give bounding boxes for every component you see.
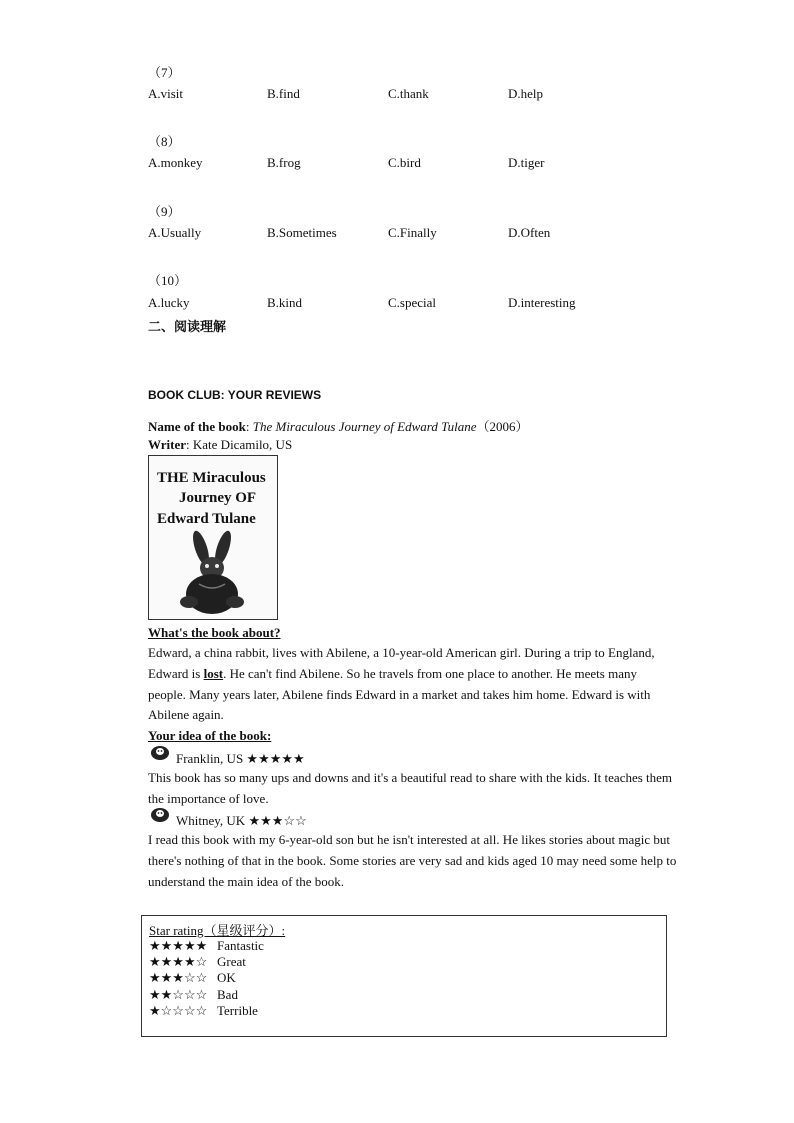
rating-row <box>149 987 238 1003</box>
book-name-sep: : <box>245 419 253 434</box>
option-b: B.frog <box>267 155 301 170</box>
question-number: （7） <box>148 65 181 80</box>
rating-row <box>149 1003 258 1019</box>
option-b: B.find <box>267 86 300 101</box>
rating-row <box>149 954 246 970</box>
section-heading: 二、阅读理解 <box>148 319 227 334</box>
option-c: C.bird <box>388 155 421 170</box>
star-rating-box <box>141 915 667 1037</box>
option-a: A.lucky <box>148 295 190 310</box>
rating-stars: ★☆☆☆☆ <box>149 1003 208 1018</box>
rating-stars: ★★★★★ <box>149 938 208 953</box>
review-1-header <box>176 751 305 767</box>
option-a: A.monkey <box>148 155 203 170</box>
question-number: （10） <box>148 273 188 288</box>
option-c: C.special <box>388 295 437 310</box>
reviewer-avatar-icon <box>151 808 169 822</box>
cover-title-line-2: Journey OF <box>179 490 257 506</box>
review-1-text: This book has so many ups and downs and it's a beautiful read to share with the kids. It teaches them the importance of love. <box>148 770 673 806</box>
option-d: D.interesting <box>508 295 576 310</box>
rating-meaning: Great <box>217 954 246 969</box>
rabbit-illustration <box>180 529 244 614</box>
rating-meaning: Terrible <box>217 1003 258 1018</box>
book-cover-image <box>148 455 278 620</box>
about-text-before: Edward, a china rabbit, lives with Abilene, a 10-year-old American girl. During a trip to England, Edward is <box>148 645 655 681</box>
writer-value: : Kate Dicamilo, US <box>186 437 293 452</box>
review-stars: ★★★☆☆ <box>248 813 307 828</box>
book-name-line <box>148 416 529 435</box>
cover-title-line-1: THE Miraculous <box>157 470 266 486</box>
book-year: （2006） <box>476 419 529 434</box>
option-a: A.Usually <box>148 225 202 240</box>
option-d: D.help <box>508 86 544 101</box>
rating-label: Star rating（星级评分）: <box>149 923 286 938</box>
option-c: C.Finally <box>388 225 437 240</box>
option-d: D.tiger <box>508 155 545 170</box>
option-b: B.kind <box>267 295 303 310</box>
review-stars: ★★★★★ <box>246 751 305 766</box>
rating-stars: ★★★★☆ <box>149 954 208 969</box>
question-number: （8） <box>148 134 181 149</box>
club-title: BOOK CLUB: YOUR REVIEWS <box>148 388 322 402</box>
rating-row <box>149 938 264 954</box>
question-number: （9） <box>148 204 181 219</box>
about-keyword: lost <box>203 665 224 681</box>
about-text-after: . He can't find Abilene. So he travels from one place to another. He meets many people. Many years later, Abilene finds Edward in a market and takes him home. Edward is with Abilene again. <box>148 665 651 723</box>
rating-row <box>149 970 236 986</box>
review-2-header <box>176 813 307 829</box>
rating-meaning: Bad <box>217 987 238 1002</box>
reviewer-avatar-icon <box>151 746 169 760</box>
option-b: B.Sometimes <box>267 225 337 240</box>
cover-title-line-3: Edward Tulane <box>157 511 256 527</box>
rating-meaning: Fantastic <box>217 938 264 953</box>
reviewer-name: Franklin, US <box>176 751 244 766</box>
option-c: C.thank <box>388 86 429 101</box>
option-a: A.visit <box>148 86 184 101</box>
option-d: D.Often <box>508 225 551 240</box>
writer-line <box>148 437 292 453</box>
about-heading: What's the book about? <box>148 625 281 640</box>
book-name-label: Name of the book <box>148 419 246 434</box>
rating-stars: ★★★☆☆ <box>149 970 208 985</box>
review-2-text: I read this book with my 6-year-old son but he isn't interested at all. He likes stories about magic but there's nothing of that in the book. Some stories are very sad and kids aged 10 may need some help to understand the main idea of the book. <box>148 832 677 889</box>
rating-meaning: OK <box>217 970 236 985</box>
about-paragraph <box>148 643 678 726</box>
book-title: The Miraculous Journey of Edward Tulane <box>252 419 477 434</box>
reviewer-name: Whitney, UK <box>176 813 246 828</box>
ideas-heading: Your idea of the book: <box>148 728 272 743</box>
writer-label: Writer <box>148 437 187 452</box>
rating-stars: ★★☆☆☆ <box>149 987 208 1002</box>
